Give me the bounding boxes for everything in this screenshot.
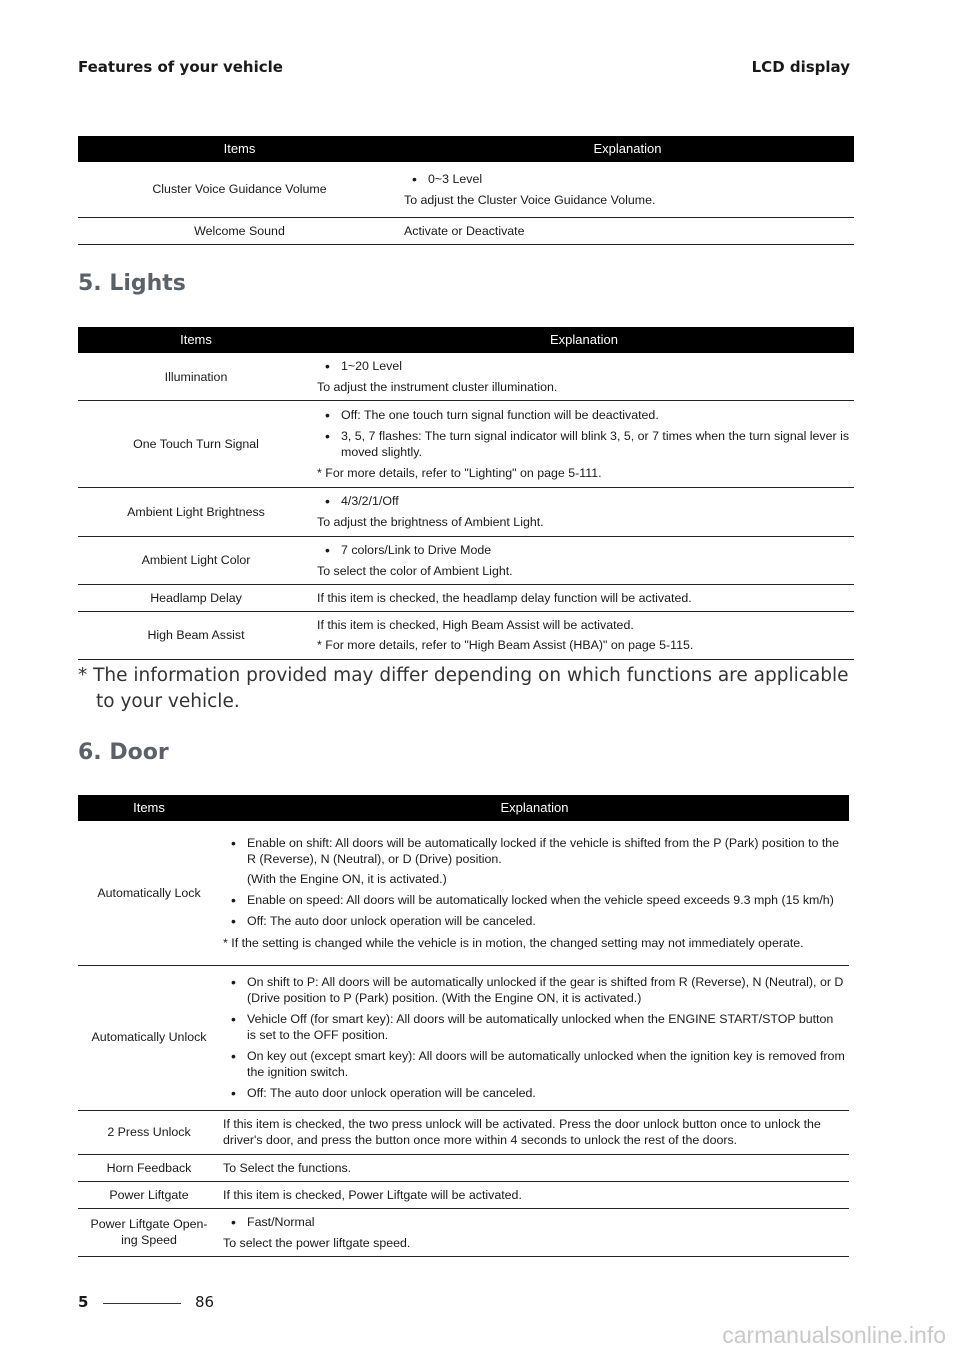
table-header-row bbox=[78, 327, 854, 353]
door-settings-table bbox=[78, 795, 849, 1257]
bullet-point: • 0~3 Level bbox=[404, 171, 850, 187]
table-row bbox=[78, 1110, 849, 1154]
explanation-cell bbox=[314, 488, 854, 536]
explanation-text: To adjust the brightness of Ambient Light. bbox=[317, 515, 544, 530]
explanation-cell: If this item is checked, Power Liftgate will be activated. bbox=[220, 1181, 849, 1208]
item-cell: Ambient Light Color bbox=[78, 536, 314, 584]
explanation-text: To select the color of Ambient Light. bbox=[317, 563, 513, 578]
bullet-point: • Vehicle Off (for smart key): All doors will be automatically unlocked when the ENGINE START/STOP button is set to the OFF position. bbox=[223, 1011, 845, 1043]
column-header-explanation: Explanation bbox=[220, 795, 849, 821]
sound-settings-table bbox=[78, 136, 854, 245]
explanation-cell bbox=[220, 821, 849, 965]
column-header-items: Items bbox=[78, 136, 401, 162]
note-line: to your vehicle. bbox=[96, 691, 240, 712]
bullet-point: • On key out (except smart key): All doors will be automatically unlocked when the ignition key is removed from the ignition switch. bbox=[223, 1048, 845, 1080]
table-row bbox=[78, 536, 854, 584]
table-header-row bbox=[78, 136, 854, 162]
explanation-cell bbox=[401, 162, 854, 217]
bullet-point: • 4/3/2/1/Off bbox=[317, 493, 850, 509]
explanation-text: To adjust the instrument cluster illumination. bbox=[317, 380, 558, 395]
bullet-point: • Off: The auto door unlock operation will be canceled. bbox=[223, 1085, 845, 1101]
table-row bbox=[78, 1208, 849, 1256]
bullet-point: • 1~20 Level bbox=[317, 358, 850, 374]
table-row bbox=[78, 1154, 849, 1181]
footer-divider bbox=[103, 1303, 181, 1304]
item-cell: Automatically Unlock bbox=[78, 965, 220, 1110]
page-number: 86 bbox=[195, 1293, 215, 1311]
header-page-topic: LCD display bbox=[751, 58, 850, 76]
item-cell: Illumination bbox=[78, 353, 314, 401]
column-header-items: Items bbox=[78, 327, 314, 353]
explanation-text: If this item is checked, High Beam Assist will be activated. bbox=[317, 618, 634, 633]
bullet-text: • Enable on shift: All doors will be automatically locked if the vehicle is shifted from the P (Park) position to the R (Reverse), N (Neutral), or D (Drive) position. bbox=[247, 835, 840, 866]
lights-settings-table bbox=[78, 327, 854, 660]
chapter-number: 5 bbox=[78, 1293, 89, 1311]
explanation-cell: Activate or Deactivate bbox=[401, 217, 854, 244]
bullet-point: • Off: The one touch turn signal function will be deactivated. bbox=[317, 407, 850, 423]
item-cell: Ambient Light Brightness bbox=[78, 488, 314, 536]
bullet-point: • Fast/Normal bbox=[223, 1214, 845, 1230]
table-row bbox=[78, 965, 849, 1110]
item-cell: Horn Feedback bbox=[78, 1154, 220, 1181]
explanation-cell bbox=[220, 965, 849, 1110]
reference-note: * For more details, refer to "High Beam Assist (HBA)" on page 5-115. bbox=[317, 638, 694, 653]
explanation-cell bbox=[220, 1208, 849, 1256]
bullet-point: • 3, 5, 7 flashes: The turn signal indicator will blink 3, 5, or 7 times when the turn signal lever is moved slightly. bbox=[317, 428, 850, 460]
watermark: carmanualsonline.info bbox=[722, 1322, 946, 1348]
explanation-cell: To Select the functions. bbox=[220, 1154, 849, 1181]
table-header-row bbox=[78, 795, 849, 821]
reference-note: * For more details, refer to "Lighting" on page 5-111. bbox=[317, 466, 602, 481]
bullet-subtext: (With the Engine ON, it is activated.) bbox=[247, 872, 447, 887]
item-cell: High Beam Assist bbox=[78, 611, 314, 659]
bullet-point: • Enable on speed: All doors will be automatically locked when the vehicle speed exceeds 9.3 mph (15 km/h) bbox=[223, 892, 845, 908]
explanation-cell bbox=[314, 353, 854, 401]
explanation-cell bbox=[314, 401, 854, 488]
item-cell: Automatically Lock bbox=[78, 821, 220, 965]
table-row bbox=[78, 353, 854, 401]
bullet-point: • Off: The auto door unlock operation will be canceled. bbox=[223, 913, 845, 929]
table-row bbox=[78, 162, 854, 217]
table-row bbox=[78, 488, 854, 536]
table-row bbox=[78, 584, 854, 611]
explanation-text: To select the power liftgate speed. bbox=[223, 1235, 411, 1250]
explanation-cell bbox=[314, 611, 854, 659]
table-row bbox=[78, 611, 854, 659]
table-row bbox=[78, 401, 854, 488]
item-cell: Welcome Sound bbox=[78, 217, 401, 244]
bullet-point: • 7 colors/Link to Drive Mode bbox=[317, 542, 850, 558]
section-title-door: 6. Door bbox=[78, 740, 169, 765]
column-header-items: Items bbox=[78, 795, 220, 821]
column-header-explanation: Explanation bbox=[314, 327, 854, 353]
explanation-cell: If this item is checked, the headlamp delay function will be activated. bbox=[314, 584, 854, 611]
column-header-explanation: Explanation bbox=[401, 136, 854, 162]
section-title-lights: 5. Lights bbox=[78, 271, 186, 296]
explanation-text: To adjust the Cluster Voice Guidance Volume. bbox=[404, 192, 656, 207]
note-line: * The information provided may differ depending on which functions are applicable bbox=[78, 665, 849, 686]
item-cell: Cluster Voice Guidance Volume bbox=[78, 162, 401, 217]
reference-note: * If the setting is changed while the vehicle is in motion, the changed setting may not immediately operate. bbox=[223, 935, 804, 950]
item-cell: Power Liftgate bbox=[78, 1181, 220, 1208]
bullet-point: • On shift to P: All doors will be automatically unlocked if the gear is shifted from R (Reverse), N (Neutral), or D (Drive position to P (Park) position. (With the Engine ON, it is activated.) bbox=[223, 974, 845, 1006]
header-section-title: Features of your vehicle bbox=[78, 58, 283, 76]
explanation-cell: If this item is checked, the two press unlock will be activated. Press the door unlock button once to unlock the driver's door, and press the button once more within 4 seconds to unlock the rest of the doors. bbox=[220, 1110, 849, 1154]
table-row bbox=[78, 1181, 849, 1208]
item-cell: 2 Press Unlock bbox=[78, 1110, 220, 1154]
applicability-note bbox=[78, 663, 868, 715]
item-cell: Headlamp Delay bbox=[78, 584, 314, 611]
table-row bbox=[78, 821, 849, 965]
explanation-cell bbox=[314, 536, 854, 584]
item-cell: Power Liftgate Open-ing Speed bbox=[78, 1208, 220, 1256]
bullet-point bbox=[223, 835, 845, 887]
table-row bbox=[78, 217, 854, 244]
item-cell: One Touch Turn Signal bbox=[78, 401, 314, 488]
